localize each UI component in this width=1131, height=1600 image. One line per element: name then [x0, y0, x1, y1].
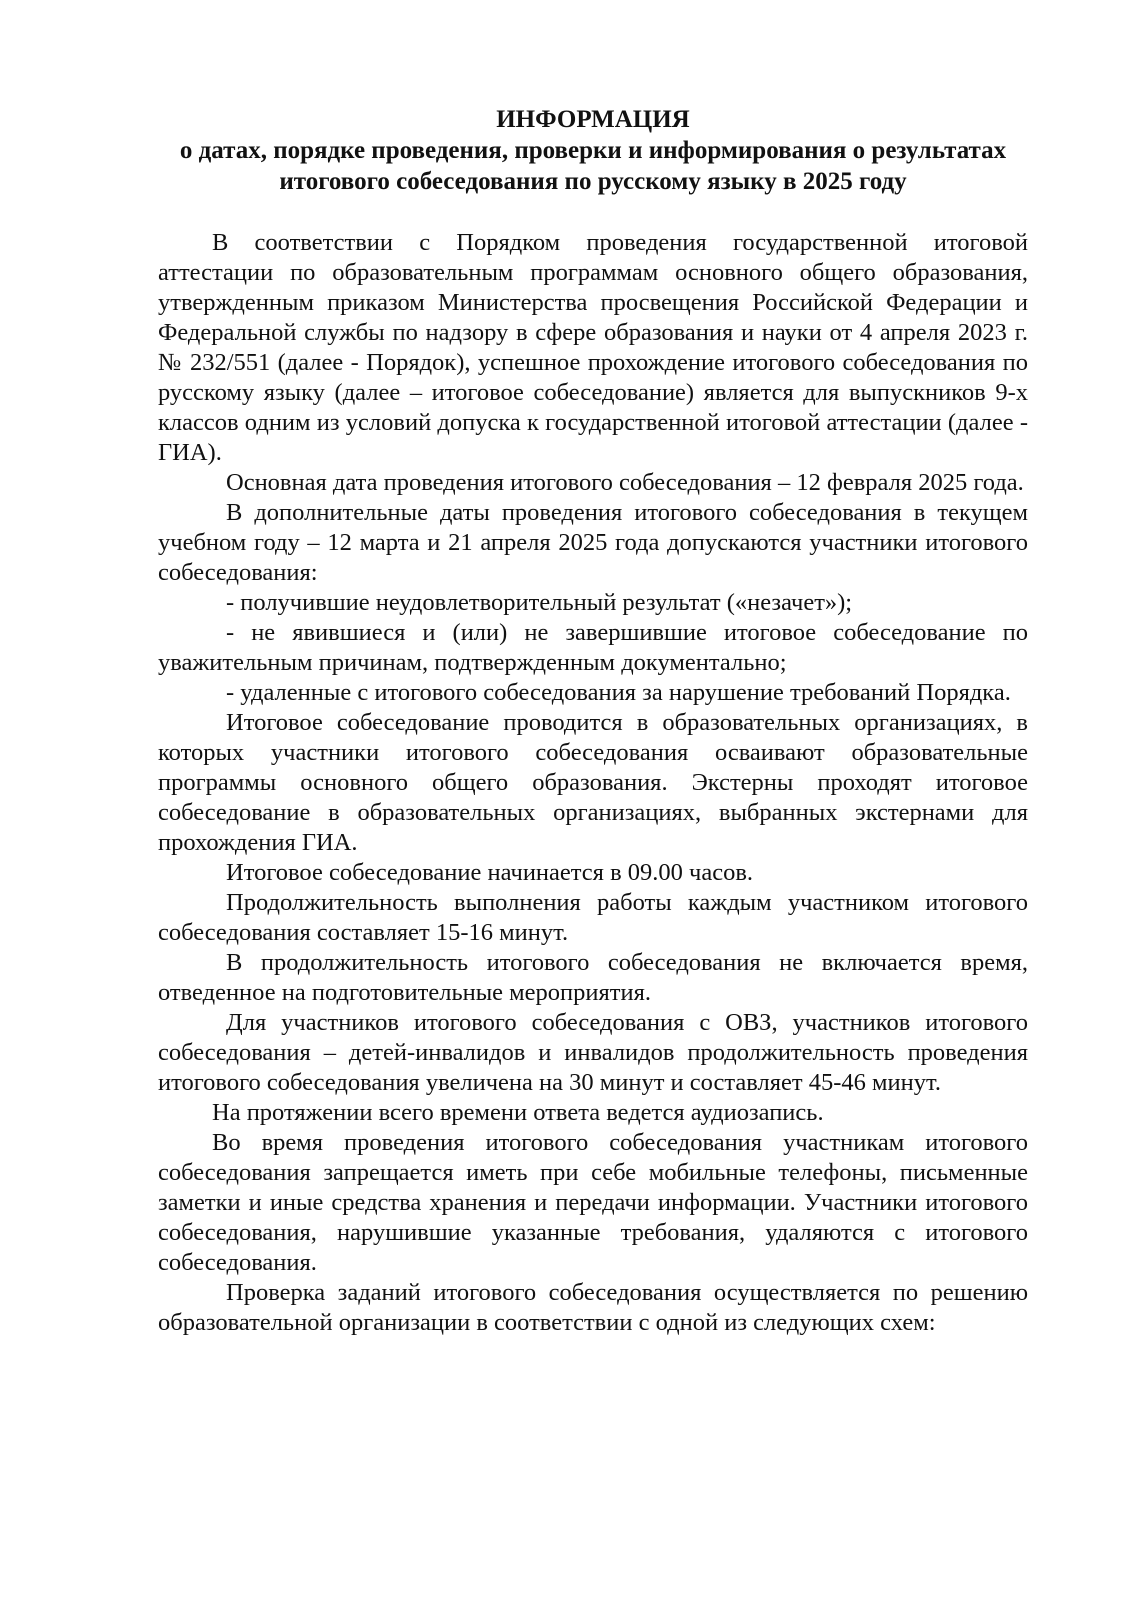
paragraph-order-reference: В соответствии с Порядком проведения государственной итоговой аттестации по образовательным программам основного общего образования, утвержденным приказом Министерства просвещения Российской Федерации и Федеральной службы по надзору в сфере образования и науки от 4 апреля 2023 г. № 232/551 (далее - Порядок), успешное прохождение итогового собеседования по русскому языку (далее – итоговое собеседование) является для выпускников 9-х классов одним из условий допуска к государственной итоговой аттестации (далее - ГИА).: [158, 229, 1028, 466]
document-body: [158, 228, 1028, 1338]
paragraph-verification-schemes: Проверка заданий итогового собеседования осуществляется по решению образовательной организации в соответствии с одной из следующих схем:: [158, 1279, 1028, 1336]
list-item-absent: - не явившиеся и (или) не завершившие итоговое собеседование по уважительным причинам, подтвержденным документально;: [158, 619, 1028, 676]
document-title: [158, 104, 1028, 197]
paragraph-disability-duration: Для участников итогового собеседования с ОВЗ, участников итогового собеседования – детей-инвалидов и инвалидов продолжительность проведения итогового собеседования увеличена на 30 минут и составляет 45-46 минут.: [158, 1009, 1028, 1096]
title-heading: ИНФОРМАЦИЯ: [496, 106, 690, 133]
paragraph-additional-dates: В дополнительные даты проведения итогового собеседования в текущем учебном году – 12 марта и 21 апреля 2025 года допускаются участники итогового собеседования:: [158, 499, 1028, 586]
paragraph-main-date: Основная дата проведения итогового собеседования – 12 февраля 2025 года.: [226, 469, 1024, 496]
paragraph-location: Итоговое собеседование проводится в образовательных организациях, в которых участники итогового собеседования осваивают образовательные программы основного общего образования. Экстерны проходят итоговое собеседование в образовательных организациях, выбранных экстернами для прохождения ГИА.: [158, 709, 1028, 856]
paragraph-duration: Продолжительность выполнения работы каждым участником итогового собеседования составляет 15-16 минут.: [158, 889, 1028, 946]
paragraph-prohibited-items: Во время проведения итогового собеседования участникам итогового собеседования запрещается иметь при себе мобильные телефоны, письменные заметки и иные средства хранения и передачи информации. Участники итогового собеседования, нарушившие указанные требования, удаляются с итогового собеседования.: [158, 1129, 1028, 1276]
paragraph-start-time: Итоговое собеседование начинается в 09.00 часов.: [226, 859, 754, 886]
paragraph-audio-recording: На протяжении всего времени ответа ведется аудиозапись.: [212, 1099, 824, 1126]
title-subheading-line-2: итогового собеседования по русскому языку в 2025 году: [279, 168, 907, 195]
list-item-removed: - удаленные с итогового собеседования за нарушение требований Порядка.: [226, 679, 1011, 706]
paragraph-preparation-time: В продолжительность итогового собеседования не включается время, отведенное на подготовительные мероприятия.: [158, 949, 1028, 1006]
list-item-unsatisfactory: - получившие неудовлетворительный результат («незачет»);: [226, 589, 853, 616]
title-subheading-line-1: о датах, порядке проведения, проверки и информирования о результатах: [179, 137, 1007, 164]
